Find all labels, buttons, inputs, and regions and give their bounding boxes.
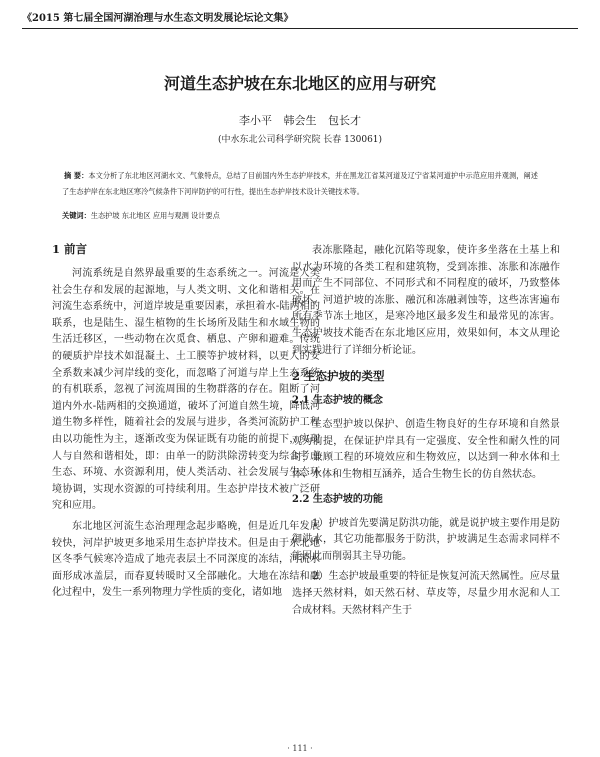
function-paragraph-2: 2）生态护坡最重要的特征是恢复河流天然属性。应尽量选择天然材料，如天然石材、草皮等，尽量少用水泥和人工合成材料。天然材料产生于 (292, 571, 560, 616)
intro-paragraph-2: 东北地区河流生态治理理念起步略晚，但是近几年发展较快，河岸护坡更多地采用生态护岸技术。但是由于东北地区冬季气候寒冷造成了地壳表层土不同深度的冻结，河流水面形成冰盖层，而春夏转暖时又全部融化。大地在冻结和融化过程中，发生一系列物理力学性质的变化，诸如地 (52, 520, 320, 599)
section-heading-intro: 1 前言 (52, 242, 88, 256)
subsection-heading-function: 2.2 生态护坡的功能 (292, 493, 383, 505)
abstract (62, 168, 538, 200)
abstract-text: 本文分析了东北地区河湖水文、气象特点，总结了目前国内外生态护岸技术，并在黑龙江省某河道及辽宁省某河道护中示范应用并观测，阐述了生态护岸在东北地区寒冷气候条件下河岸防护的可行性，提出生态护岸技术设计关键技术等。 (62, 171, 538, 196)
authors: 李小平 韩会生 包长才 (239, 114, 361, 127)
function-paragraph-1: 1）护坡首先要满足防洪功能，就是说护坡主要作用是防御洪水，其它功能都服务于防洪，护坡满足生态需求同样不能因此而削弱其主导功能。 (292, 517, 560, 562)
affiliation: (中水东北公司科学研究院 长春 130061) (217, 135, 383, 145)
running-header: 《2015 第七届全国河湖治理与水生态文明发展论坛论文集》 (22, 12, 578, 29)
subsection-heading-concept: 2.1 生态护坡的概念 (292, 395, 383, 407)
intro-paragraph-1: 河流系统是自然界最重要的生态系统之一。河流是人类社会生存和发展的起源地，与人类文明、文化和谐相关。在河流生态系统中，河道岸坡是重要因素，承担着水-陆两相的联系，也是陆生、湿生植物的生长场所及陆生和水域生物的生活迁移区，一些动物在次觅食、栖息、产卵和避难。传统的硬质护岸技术如混凝土、土工膜等护坡材料，以更人的安全系数来减少河岸线的变化，而忽略了河道与岸上生态系统的有机联系，忽视了河流周围的生物群落的存在。阻断了河道内外水-陆两相的交换通道，破坏了河道自然生境，降低河道生物多样性，随着社会的发展与进步，各类河流防护工程由以功能性为主，逐渐改变为保证既有功能的前提下，实现人与自然和谐相处，即：由单一的防洪除涝转变为综合考虑生态、环境、水资源利用，使人类活动、社会发展与生态环境协调，实现水资源的可持续利用。生态护岸技术被广泛研究和应用。 (52, 268, 320, 512)
paper-title: 河道生态护坡在东北地区的应用与研究 (163, 74, 436, 93)
keywords-text: 生态护坡 东北地区 应用与观测 设计要点 (90, 211, 220, 220)
right-column (292, 243, 560, 619)
page-number: · 111 · (287, 744, 313, 753)
intro-paragraph-continued: 表冻胀隆起，融化沉陷等现象，使许多坐落在土基上和以水为环境的各类工程和建筑物，受到冻推、冻胀和冻融作用而产生不同部位、不同形式和不同程度的破坏，乃致整体破坏。河道护坡的冻胀、融沉和冻融剥蚀等，这些冻害遍布所有季节冻土地区，是寒冷地区最多发生和最常见的冻害。生态护坡技术能否在东北地区应用，效果如何，本文从理论到实践进行了详细分析论证。 (292, 245, 560, 356)
keywords (62, 210, 538, 222)
abstract-label: 摘 要： (64, 171, 89, 180)
section-heading-types: 2 生态护坡的类型 (292, 369, 385, 384)
keywords-label: 关键词： (62, 211, 91, 220)
concept-paragraph: 生态型护坡以保护、创造生物良好的生存环境和自然景观为前提，在保证护岸具有一定强度、安全性和耐久性的同时，兼顾工程的环境效应和生物效应，以达到一种水体和土体、水体和生物相互涵养，适合生物生长的仿自然状态。 (292, 419, 560, 480)
left-column (52, 240, 320, 602)
